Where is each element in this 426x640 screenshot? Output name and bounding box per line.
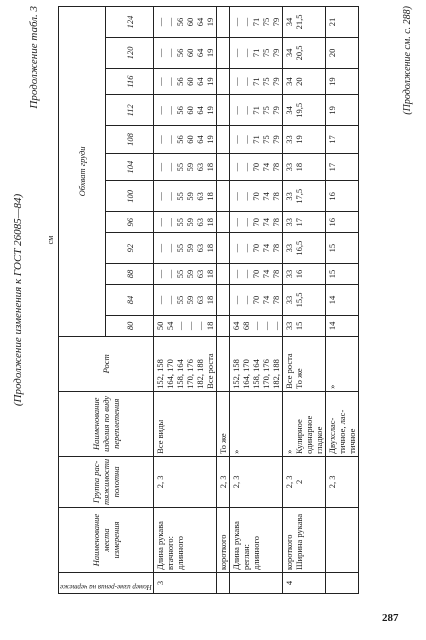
cell-num xyxy=(216,573,229,594)
cell-size-value: — — 70 74 78 xyxy=(229,212,282,233)
cell-size-value: — — 56 60 64 19 xyxy=(153,95,216,126)
cell-size-value xyxy=(216,264,229,285)
cell-size-value: 34 20 xyxy=(282,68,325,95)
unit-label: см xyxy=(46,235,55,245)
cell-name: Длина рукава втачного: длинного xyxy=(153,508,216,573)
cell-size-value: — — 55 59 63 18 xyxy=(153,153,216,181)
cell-size-value: 64 68 — — — xyxy=(229,315,282,336)
cell-size-value: 14 xyxy=(325,315,358,336)
cell-size-value: 20 xyxy=(325,37,358,68)
cell-product: Все виды xyxy=(153,391,216,456)
table-row xyxy=(282,7,325,594)
col-header-num: Номер изме-рения на чертеже xyxy=(59,573,154,594)
cell-size-value: — — 71 75 79 xyxy=(229,126,282,154)
cell-growth: 152, 158 164, 170 158, 164 170, 176 182, 188 xyxy=(229,336,282,391)
cell-num: 4 xyxy=(282,573,325,594)
cell-group: 2, 3 2 xyxy=(282,456,325,507)
col-header-name: Наименование места измерения xyxy=(59,508,154,573)
cell-size-value: — — 55 59 63 18 xyxy=(153,264,216,285)
cell-name: короткого Ширина рукава xyxy=(282,508,325,573)
cell-size-value xyxy=(216,212,229,233)
cell-size-value xyxy=(216,37,229,68)
cell-size-value xyxy=(216,285,229,316)
cell-product: Двухслас-тичное, лас-тичное xyxy=(325,391,358,456)
cell-size-value: 33 17,5 xyxy=(282,181,325,212)
cell-num xyxy=(229,573,282,594)
cell-size-value: — — 70 74 78 xyxy=(229,233,282,264)
col-header-size: 80 xyxy=(106,315,153,336)
cell-size-value xyxy=(216,7,229,38)
col-header-size: 100 xyxy=(106,181,153,212)
cell-size-value xyxy=(216,315,229,336)
cell-size-value: 33 18 xyxy=(282,153,325,181)
cell-size-value: 33 19 xyxy=(282,126,325,154)
cell-size-value: — — 70 74 78 xyxy=(229,285,282,316)
cell-size-value: 15 xyxy=(325,264,358,285)
cell-size-value: 33 15,5 xyxy=(282,285,325,316)
table-row xyxy=(216,7,229,594)
col-header-group: Группа рас-тяжимости полотна xyxy=(59,456,154,507)
cell-size-value: — — 56 60 64 19 xyxy=(153,37,216,68)
header-line2: Продолжение табл. 3 xyxy=(28,6,40,109)
cell-size-value: 33 15 xyxy=(282,315,325,336)
cell-size-value xyxy=(216,181,229,212)
cell-size-value: 50 54 — — — 18 xyxy=(153,315,216,336)
cell-growth: 152, 158 164, 170 158, 164 170, 176 182, 188 Все роста xyxy=(153,336,216,391)
col-header-size: 104 xyxy=(106,153,153,181)
header-line1: (Продолжение изменения к ГОСТ 26085—84) xyxy=(12,193,24,407)
table-row xyxy=(153,7,216,594)
cell-product: » xyxy=(229,391,282,456)
cell-size-value: — — 71 75 79 xyxy=(229,37,282,68)
cell-name xyxy=(325,508,358,573)
cell-size-value: 21 xyxy=(325,7,358,38)
cell-size-value: — — 71 75 79 xyxy=(229,7,282,38)
col-header-size: 92 xyxy=(106,233,153,264)
cell-size-value: — — 71 75 79 xyxy=(229,68,282,95)
cell-size-value: 19 xyxy=(325,95,358,126)
cell-size-value: — — 55 59 63 18 xyxy=(153,181,216,212)
col-header-size: 84 xyxy=(106,285,153,316)
rotated-content xyxy=(6,6,418,594)
cell-size-value: — — 56 60 64 19 xyxy=(153,126,216,154)
cell-size-value: 33 16 xyxy=(282,264,325,285)
table-row xyxy=(325,7,358,594)
cell-size-value xyxy=(216,95,229,126)
page-number: 287 xyxy=(382,612,399,624)
cell-size-value: — — 55 59 63 18 xyxy=(153,233,216,264)
cell-group: 2, 3 xyxy=(229,456,282,507)
cell-size-value: — — 70 74 78 xyxy=(229,153,282,181)
col-header-size: 112 xyxy=(106,95,153,126)
cell-size-value: 16 xyxy=(325,181,358,212)
cell-product: То же xyxy=(216,391,229,456)
cell-product: » Кулирное одинарное гладкое xyxy=(282,391,325,456)
table-body xyxy=(153,7,358,594)
col-header-size: 120 xyxy=(106,37,153,68)
cell-size-value xyxy=(216,153,229,181)
cell-size-value xyxy=(216,126,229,154)
cell-num xyxy=(325,573,358,594)
cell-size-value: 16 xyxy=(325,212,358,233)
cell-size-value: 15 xyxy=(325,233,358,264)
cell-name: короткого xyxy=(216,508,229,573)
col-header-size: 108 xyxy=(106,126,153,154)
cell-size-value: — — 70 74 78 xyxy=(229,264,282,285)
cell-size-value: — — 70 74 78 xyxy=(229,181,282,212)
cell-size-value: 34 19,5 xyxy=(282,95,325,126)
cell-size-value: 34 21,5 xyxy=(282,7,325,38)
col-header-chest: Обхват груди xyxy=(59,7,106,337)
table-header-row-1 xyxy=(59,7,106,594)
cell-size-value: — — 71 75 79 xyxy=(229,95,282,126)
cell-size-value: 34 20,5 xyxy=(282,37,325,68)
cell-size-value: 33 16,5 xyxy=(282,233,325,264)
cell-num: 3 xyxy=(153,573,216,594)
cell-size-value xyxy=(216,68,229,95)
col-header-size: 124 xyxy=(106,7,153,38)
table-row xyxy=(229,7,282,594)
cell-growth: » xyxy=(325,336,358,391)
cell-size-value: 17 xyxy=(325,126,358,154)
continuation-note: (Продолжение см. с. 288) xyxy=(402,6,413,115)
col-header-growth: Рост xyxy=(59,336,154,391)
cell-size-value: 33 17 xyxy=(282,212,325,233)
col-header-product: Наименование изделия по виду переплетения xyxy=(59,391,154,456)
col-header-size: 88 xyxy=(106,264,153,285)
size-table xyxy=(58,6,359,594)
cell-size-value: — — 56 60 64 19 xyxy=(153,68,216,95)
col-header-size: 96 xyxy=(106,212,153,233)
cell-name: Длина рукава реглан: длинного xyxy=(229,508,282,573)
cell-growth: Все роста То же xyxy=(282,336,325,391)
cell-size-value: — — 55 59 63 18 xyxy=(153,212,216,233)
cell-size-value: — — 56 60 64 19 xyxy=(153,7,216,38)
cell-size-value: 17 xyxy=(325,153,358,181)
cell-group: 2, 3 xyxy=(153,456,216,507)
cell-size-value: 14 xyxy=(325,285,358,316)
cell-group: 2, 3 xyxy=(325,456,358,507)
cell-group: 2, 3 xyxy=(216,456,229,507)
cell-size-value: 19 xyxy=(325,68,358,95)
cell-growth xyxy=(216,336,229,391)
col-header-size: 116 xyxy=(106,68,153,95)
cell-size-value: — — 55 59 63 18 xyxy=(153,285,216,316)
cell-size-value xyxy=(216,233,229,264)
